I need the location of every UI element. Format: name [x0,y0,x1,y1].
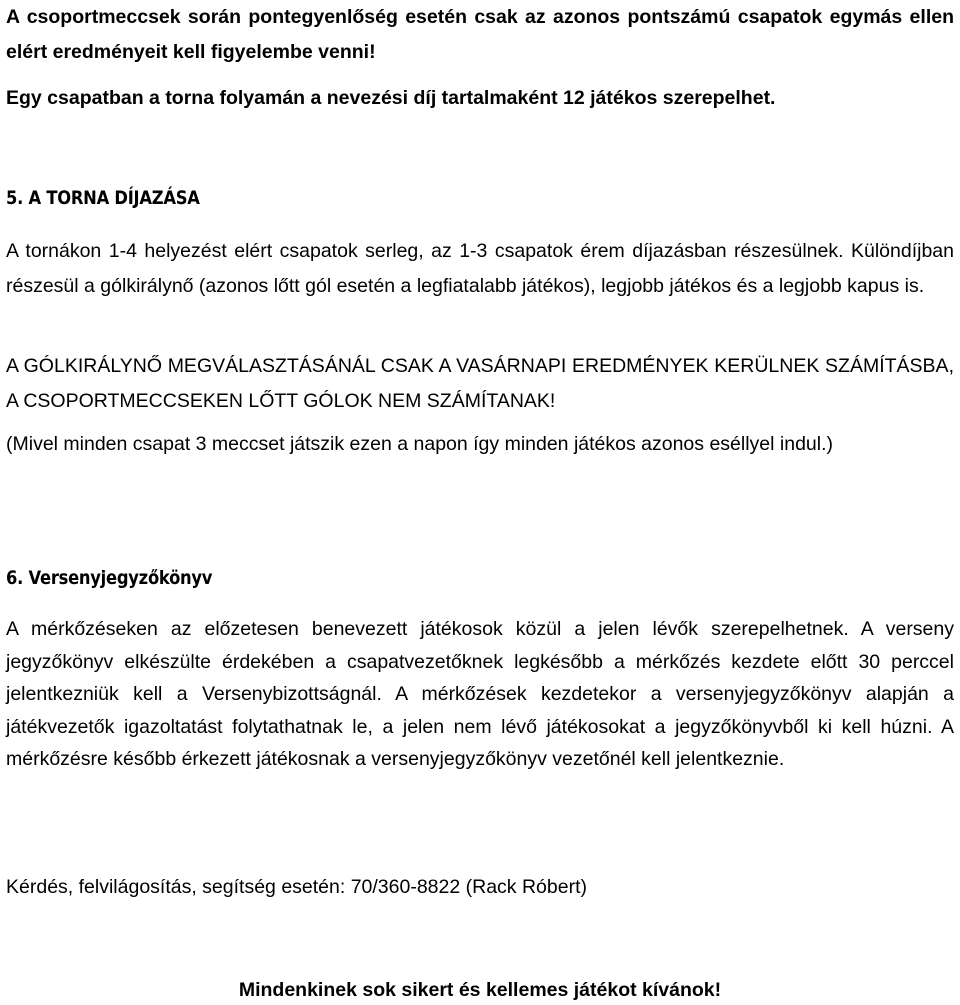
section-6-number: 6. [6,567,24,589]
section-5-heading [6,184,821,212]
section-5-paragraph-3: (Mivel minden csapat 3 meccset játszik ezen a napon így minden játékos azonos eséllyel indul.) [6,433,834,455]
section-6-title: Versenyjegyzőkönyv [28,567,213,589]
section-5-number: 5. [6,187,24,209]
section-5-title: A TORNA DÍJAZÁSA [28,187,200,209]
section-6-heading [6,564,821,592]
contact-line: Kérdés, felvilágosítás, segítség esetén: 70/360-8822 (Rack Róbert) [6,876,587,898]
section-6-paragraph-1: A mérkőzéseken az előzetesen benevezett játékosok közül a jelen lévők szerepelhetnek. A verseny jegyzőkönyv elkészülte érdekében a csapatvezetőknek legkésőbb a mérkőzés kezdete előtt 30 perccel jelentkezniük kell a Versenybizottságnál. A mérkőzések kezdetekor a versenyjegyzőkönyv alapján a játékvezetők igazoltatást folytathatnak le, a jelen nem lévő játékosokat a jegyzőkönyvből ki kell húzni. A mérkőzésre később érkezett játékosnak a versenyjegyzőkönyv vezetőnél kell jelentkeznie. [6,618,954,771]
intro-paragraph-1: A csoportmeccsek során pontegyenlőség esetén csak az azonos pontszámú csapatok egymás ellen elért eredményeit kell figyelembe venni! [6,6,954,63]
section-5-paragraph-2: A GÓLKIRÁLYNŐ MEGVÁLASZTÁSÁNÁL CSAK A VASÁRNAPI EREDMÉNYEK KERÜLNEK SZÁMÍTÁSBA, A CSOPORTMECCSEKEN LŐTT GÓLOK NEM SZÁMÍTANAK! [6,355,954,412]
intro-paragraph-2: Egy csapatban a torna folyamán a nevezési díj tartalmaként 12 játékos szerepelhet. [6,87,776,109]
closing-line: Mindenkinek sok sikert és kellemes játékot kívánok! [238,979,722,1001]
section-5-paragraph-1: A tornákon 1-4 helyezést elért csapatok serleg, az 1-3 csapatok érem díjazásban részesülnek. Különdíjban részesül a gólkirálynő (azonos lőtt gól esetén a legfiatalabb játékos), legjobb játékos és a legjobb kapus is. [6,240,954,297]
